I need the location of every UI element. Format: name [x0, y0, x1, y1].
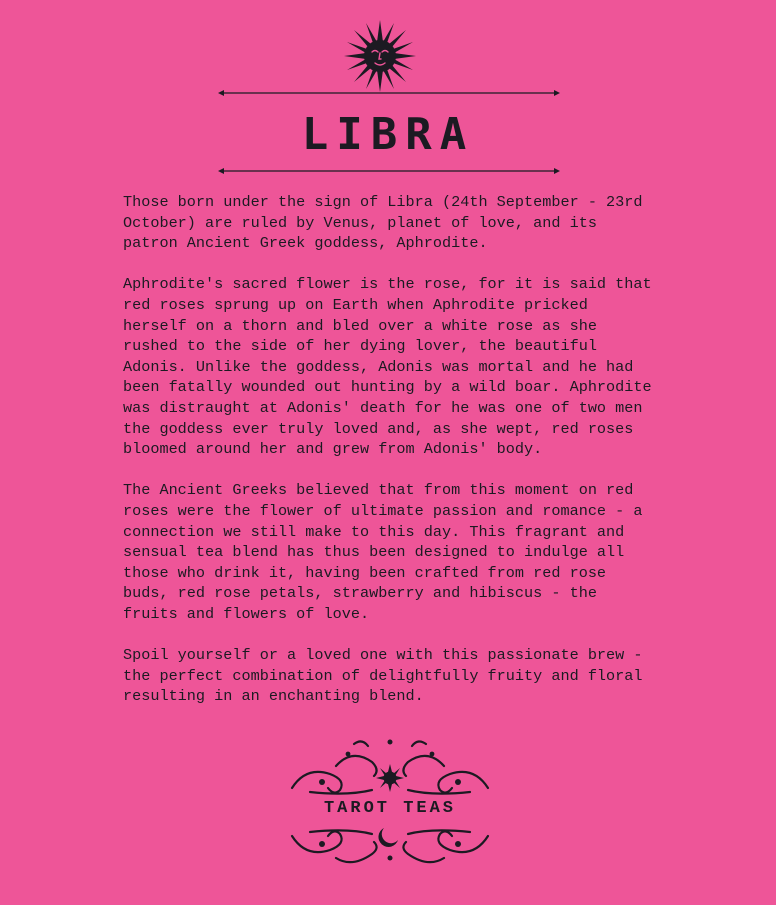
- paragraph-intro: Those born under the sign of Libra (24th September - 23rd October) are ruled by Venus, planet of love, and its patron Ancient Greek goddess, Aphrodite.: [123, 193, 643, 253]
- top-divider: [218, 88, 560, 98]
- sun-face-icon: [344, 20, 416, 92]
- description-body: [123, 192, 658, 727]
- bottom-divider: [218, 166, 560, 176]
- paragraph-blend: The Ancient Greeks believed that from this moment on red roses were the flower of ultimate passion and romance - a connection we still make to this day. This fragrant and sensual tea blend has thus been designed to indulge all those who drink it, having been crafted from red rose buds, red rose petals, strawberry and hibiscus - the fruits and flowers of love.: [123, 481, 643, 623]
- page-title: LIBRA: [301, 109, 475, 160]
- paragraph-myth: Aphrodite's sacred flower is the rose, for it is said that red roses sprung up on Earth when Aphrodite pricked herself on a thorn and bled over a white rose as she rushed to the side of her dying lover, the beautiful Adonis. Unlike the goddess, Adonis was mortal and he had been fatally wounded out hunting by a wild boar. Aphrodite was distraught at Adonis' death for he was one of two men the goddess ever truly loved and, as she wept, red roses bloomed around her and grew from Adonis' body.: [123, 275, 652, 459]
- brand-name: TAROT TEAS: [323, 799, 457, 818]
- paragraph-closing: Spoil yourself or a loved one with this passionate brew - the perfect combination of delightfully fruity and floral resulting in an enchanting blend.: [123, 646, 643, 706]
